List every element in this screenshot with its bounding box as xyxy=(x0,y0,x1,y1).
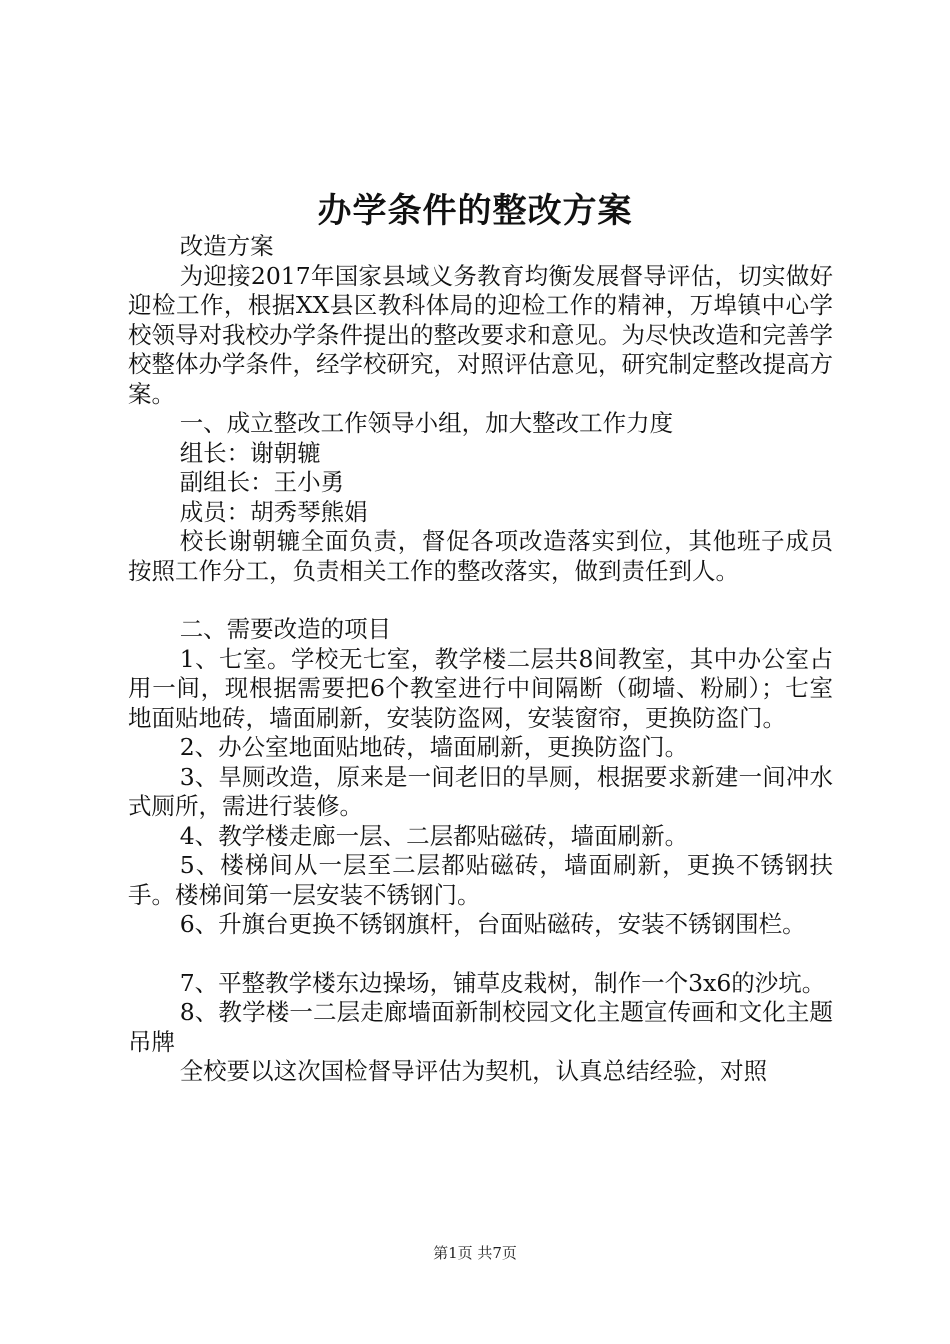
paragraph: 为迎接2017年国家县域义务教育均衡发展督导评估，切实做好迎检工作，根据XX县区教科体局的迎检工作的精神，万埠镇中心学校领导对我校办学条件提出的整改要求和意见。为尽快改造和完善学校整体办学条件，经学校研究，对照评估意见，研究制定整改提高方案。 xyxy=(128,261,833,408)
paragraph: 6、升旗台更换不锈钢旗杆，台面贴磁砖，安装不锈钢围栏。 xyxy=(179,910,806,938)
paragraph: 校长谢朝辘全面负责，督促各项改造落实到位，其他班子成员按照工作分工，负责相关工作的整改落实，做到责任到人。 xyxy=(128,527,833,585)
document-body xyxy=(128,232,833,1087)
paragraph: 7、平整教学楼东边操场，铺草皮栽树，制作一个3x6的沙坑。 xyxy=(179,968,826,997)
section-heading: 二、需要改造的项目 xyxy=(179,615,392,643)
paragraph: 改造方案 xyxy=(179,232,274,260)
paragraph: 组长：谢朝辘 xyxy=(179,438,321,467)
paragraph: 3、旱厕改造，原来是一间老旧的旱厕，根据要求新建一间冲水式厕所，需进行装修。 xyxy=(128,762,833,820)
paragraph: 2、办公室地面贴地砖，墙面刷新，更换防盗门。 xyxy=(179,733,689,761)
paragraph: 一、成立整改工作领导小组，加大整改工作力度 xyxy=(179,409,674,437)
document-title: 办学条件的整改方案 xyxy=(317,191,633,231)
paragraph: 全校要以这次国检督导评估为契机，认真总结经验，对照 xyxy=(179,1057,768,1085)
page-number-footer: 第1页 共7页 xyxy=(433,1244,517,1262)
paragraph: 1、七室。学校无七室，教学楼二层共8间教室，其中办公室占用一间，现根据需要把6个教室进行中间隔断（砌墙、粉刷）；七室地面贴地砖，墙面刷新，安装防盗网，安装窗帘，更换防盗门。 xyxy=(128,644,833,732)
paragraph: 成员：胡秀琴熊娟 xyxy=(179,497,368,526)
paragraph: 副组长：王小勇 xyxy=(179,468,345,496)
paragraph: 8、教学楼一二层走廊墙面新制校园文化主题宣传画和文化主题吊牌 xyxy=(128,998,833,1056)
paragraph: 4、教学楼走廊一层、二层都贴磁砖，墙面刷新。 xyxy=(179,821,689,850)
paragraph: 5、楼梯间从一层至二层都贴磁砖，墙面刷新，更换不锈钢扶手。楼梯间第一层安装不锈钢门。 xyxy=(128,851,833,909)
